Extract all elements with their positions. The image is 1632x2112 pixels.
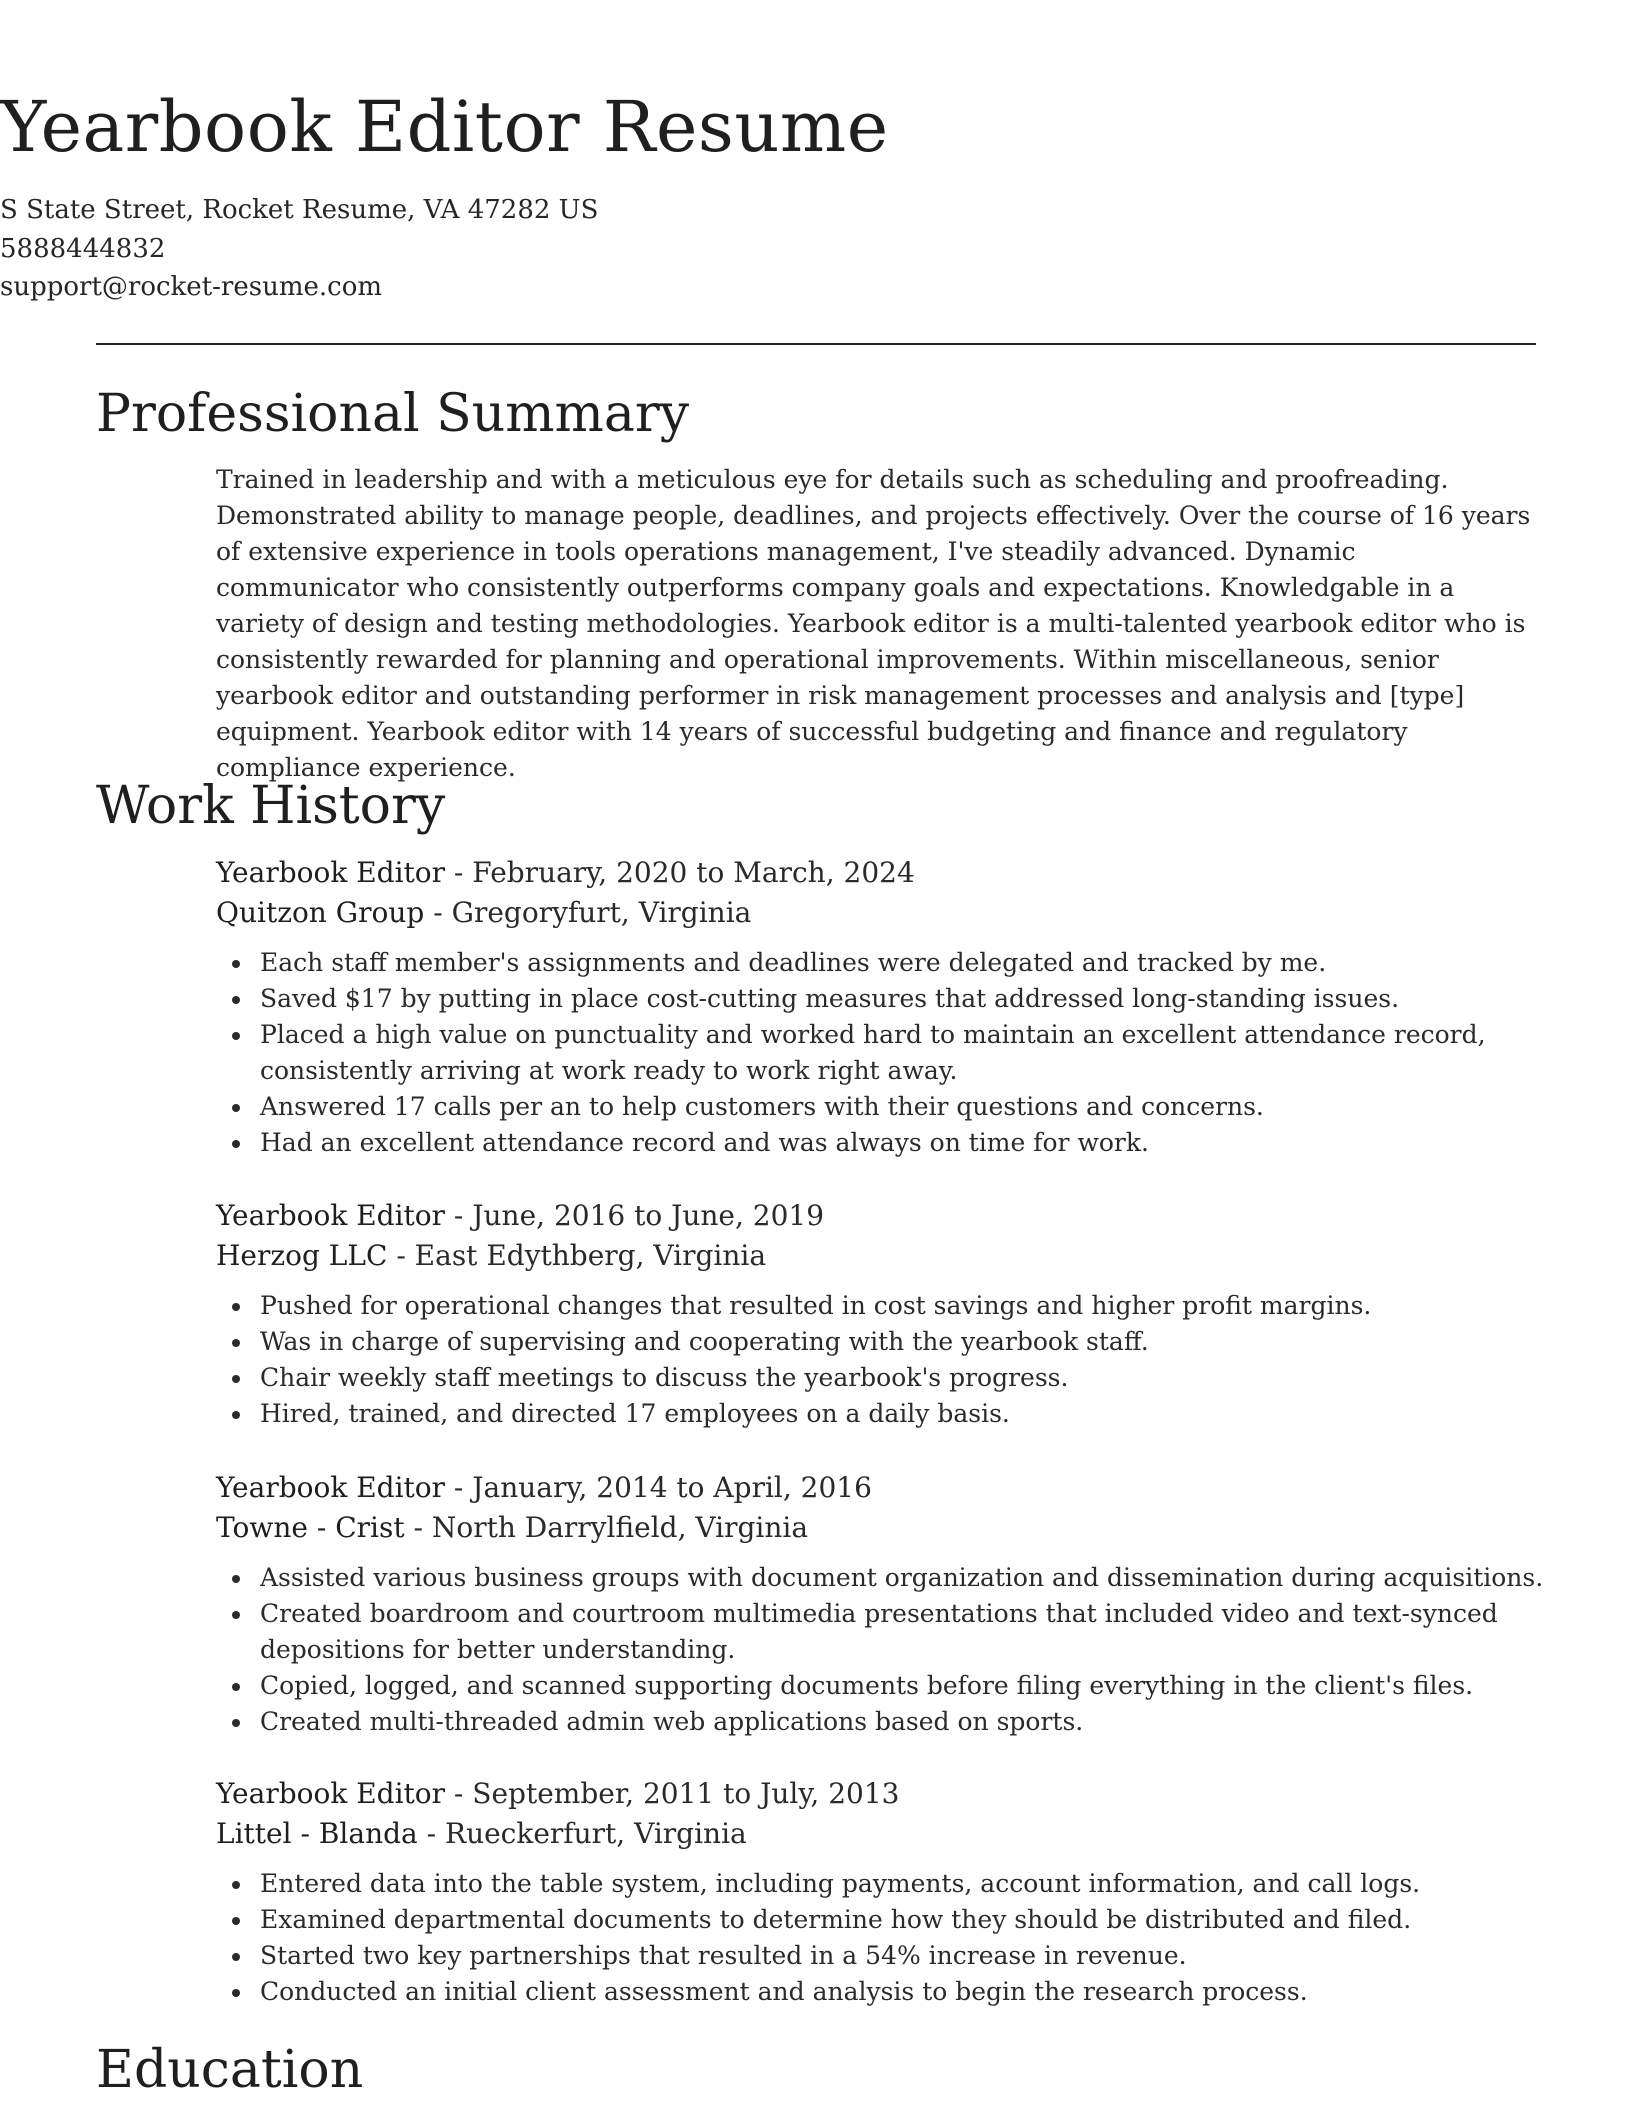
job-dates: - June, 2016 to June, 2019 (445, 1199, 825, 1232)
bullet-item: Assisted various business groups with document organization and dissemination during acquisitions. (260, 1560, 1546, 1596)
job-company-line (216, 1236, 1546, 1276)
job-title-line (216, 1196, 1546, 1236)
job-entry (216, 1196, 1546, 1432)
job-entry (216, 1774, 1546, 2010)
job-bullets (216, 1288, 1546, 1432)
job-entry (216, 1468, 1546, 1740)
contact-email: support@rocket-resume.com (0, 272, 383, 302)
contact-address: S State Street, Rocket Resume, VA 47282 US (0, 195, 599, 225)
job-title: Yearbook Editor (216, 1199, 446, 1232)
job-company: Quitzon Group (216, 896, 425, 929)
bullet-item: Saved $17 by putting in place cost-cutting measures that addressed long-standing issues. (260, 981, 1546, 1017)
bullet-item: Was in charge of supervising and cooperating with the yearbook staff. (260, 1324, 1546, 1360)
bullet-item: Placed a high value on punctuality and worked hard to maintain an excellent attendance record, consistently arriving at work ready to work right away. (260, 1017, 1546, 1089)
job-company-line (216, 893, 1546, 933)
bullet-item: Created boardroom and courtroom multimedia presentations that included video and text-synced depositions for better understanding. (260, 1596, 1546, 1668)
job-title-line (216, 1468, 1546, 1508)
job-company: Towne - Crist (216, 1511, 405, 1544)
bullet-item: Each staff member's assignments and deadlines were delegated and tracked by me. (260, 945, 1546, 981)
job-company-line (216, 1814, 1546, 1854)
bullet-item: Had an excellent attendance record and was always on time for work. (260, 1125, 1546, 1161)
bullet-item: Chair weekly staff meetings to discuss the yearbook's progress. (260, 1360, 1546, 1396)
job-dates: - September, 2011 to July, 2013 (445, 1777, 900, 1810)
header-divider (96, 343, 1536, 345)
bullet-item: Hired, trained, and directed 17 employees on a daily basis. (260, 1396, 1546, 1432)
bullet-item: Started two key partnerships that resulted in a 54% increase in revenue. (260, 1938, 1546, 1974)
job-location: - Gregoryfurt, Virginia (424, 896, 752, 929)
section-title-education: Education (96, 2040, 364, 2100)
contact-phone: 5888444832 (0, 234, 166, 264)
job-location: - Rueckerfurt, Virginia (417, 1817, 747, 1850)
section-title-summary: Professional Summary (96, 384, 690, 444)
job-dates: - January, 2014 to April, 2016 (445, 1471, 872, 1504)
resume-title: Yearbook Editor Resume (0, 86, 889, 168)
job-title: Yearbook Editor (216, 1471, 446, 1504)
job-location: - North Darrylfield, Virginia (404, 1511, 809, 1544)
job-bullets (216, 1866, 1546, 2010)
job-company: Littel - Blanda (216, 1817, 418, 1850)
job-entry (216, 853, 1546, 1161)
job-title-line (216, 1774, 1546, 1814)
job-bullets (216, 1560, 1546, 1740)
bullet-item: Conducted an initial client assessment and analysis to begin the research process. (260, 1974, 1546, 2010)
job-company: Herzog LLC (216, 1239, 388, 1272)
job-title: Yearbook Editor (216, 1777, 446, 1810)
bullet-item: Pushed for operational changes that resulted in cost savings and higher profit margins. (260, 1288, 1546, 1324)
job-company-line (216, 1508, 1546, 1548)
bullet-item: Examined departmental documents to determine how they should be distributed and filed. (260, 1902, 1546, 1938)
bullet-item: Answered 17 calls per an to help customers with their questions and concerns. (260, 1089, 1546, 1125)
section-title-work-history: Work History (96, 776, 446, 836)
bullet-item: Created multi-threaded admin web applications based on sports. (260, 1704, 1546, 1740)
job-dates: - February, 2020 to March, 2024 (445, 856, 915, 889)
job-title: Yearbook Editor (216, 856, 446, 889)
bullet-item: Copied, logged, and scanned supporting documents before filing everything in the client's files. (260, 1668, 1546, 1704)
bullet-item: Entered data into the table system, including payments, account information, and call logs. (260, 1866, 1546, 1902)
job-title-line (216, 853, 1546, 893)
job-bullets (216, 945, 1546, 1161)
job-location: - East Edythberg, Virginia (387, 1239, 767, 1272)
summary-text: Trained in leadership and with a meticulous eye for details such as scheduling and proofreading. Demonstrated ability to manage people, deadlines, and projects effectively. Over the course of 16 years of extensive experience in tools operations management, I've steadily advanced. Dynamic communicator who consistently outperforms company goals and expectations. Knowledgable in a variety of design and testing methodologies. Yearbook editor is a multi-talented yearbook editor who is consistently rewarded for planning and operational improvements. Within miscellaneous, senior yearbook editor and outstanding performer in risk management processes and analysis and [type] equipment. Yearbook editor with 14 years of successful budgeting and finance and regulatory compliance experience. (216, 465, 1531, 782)
